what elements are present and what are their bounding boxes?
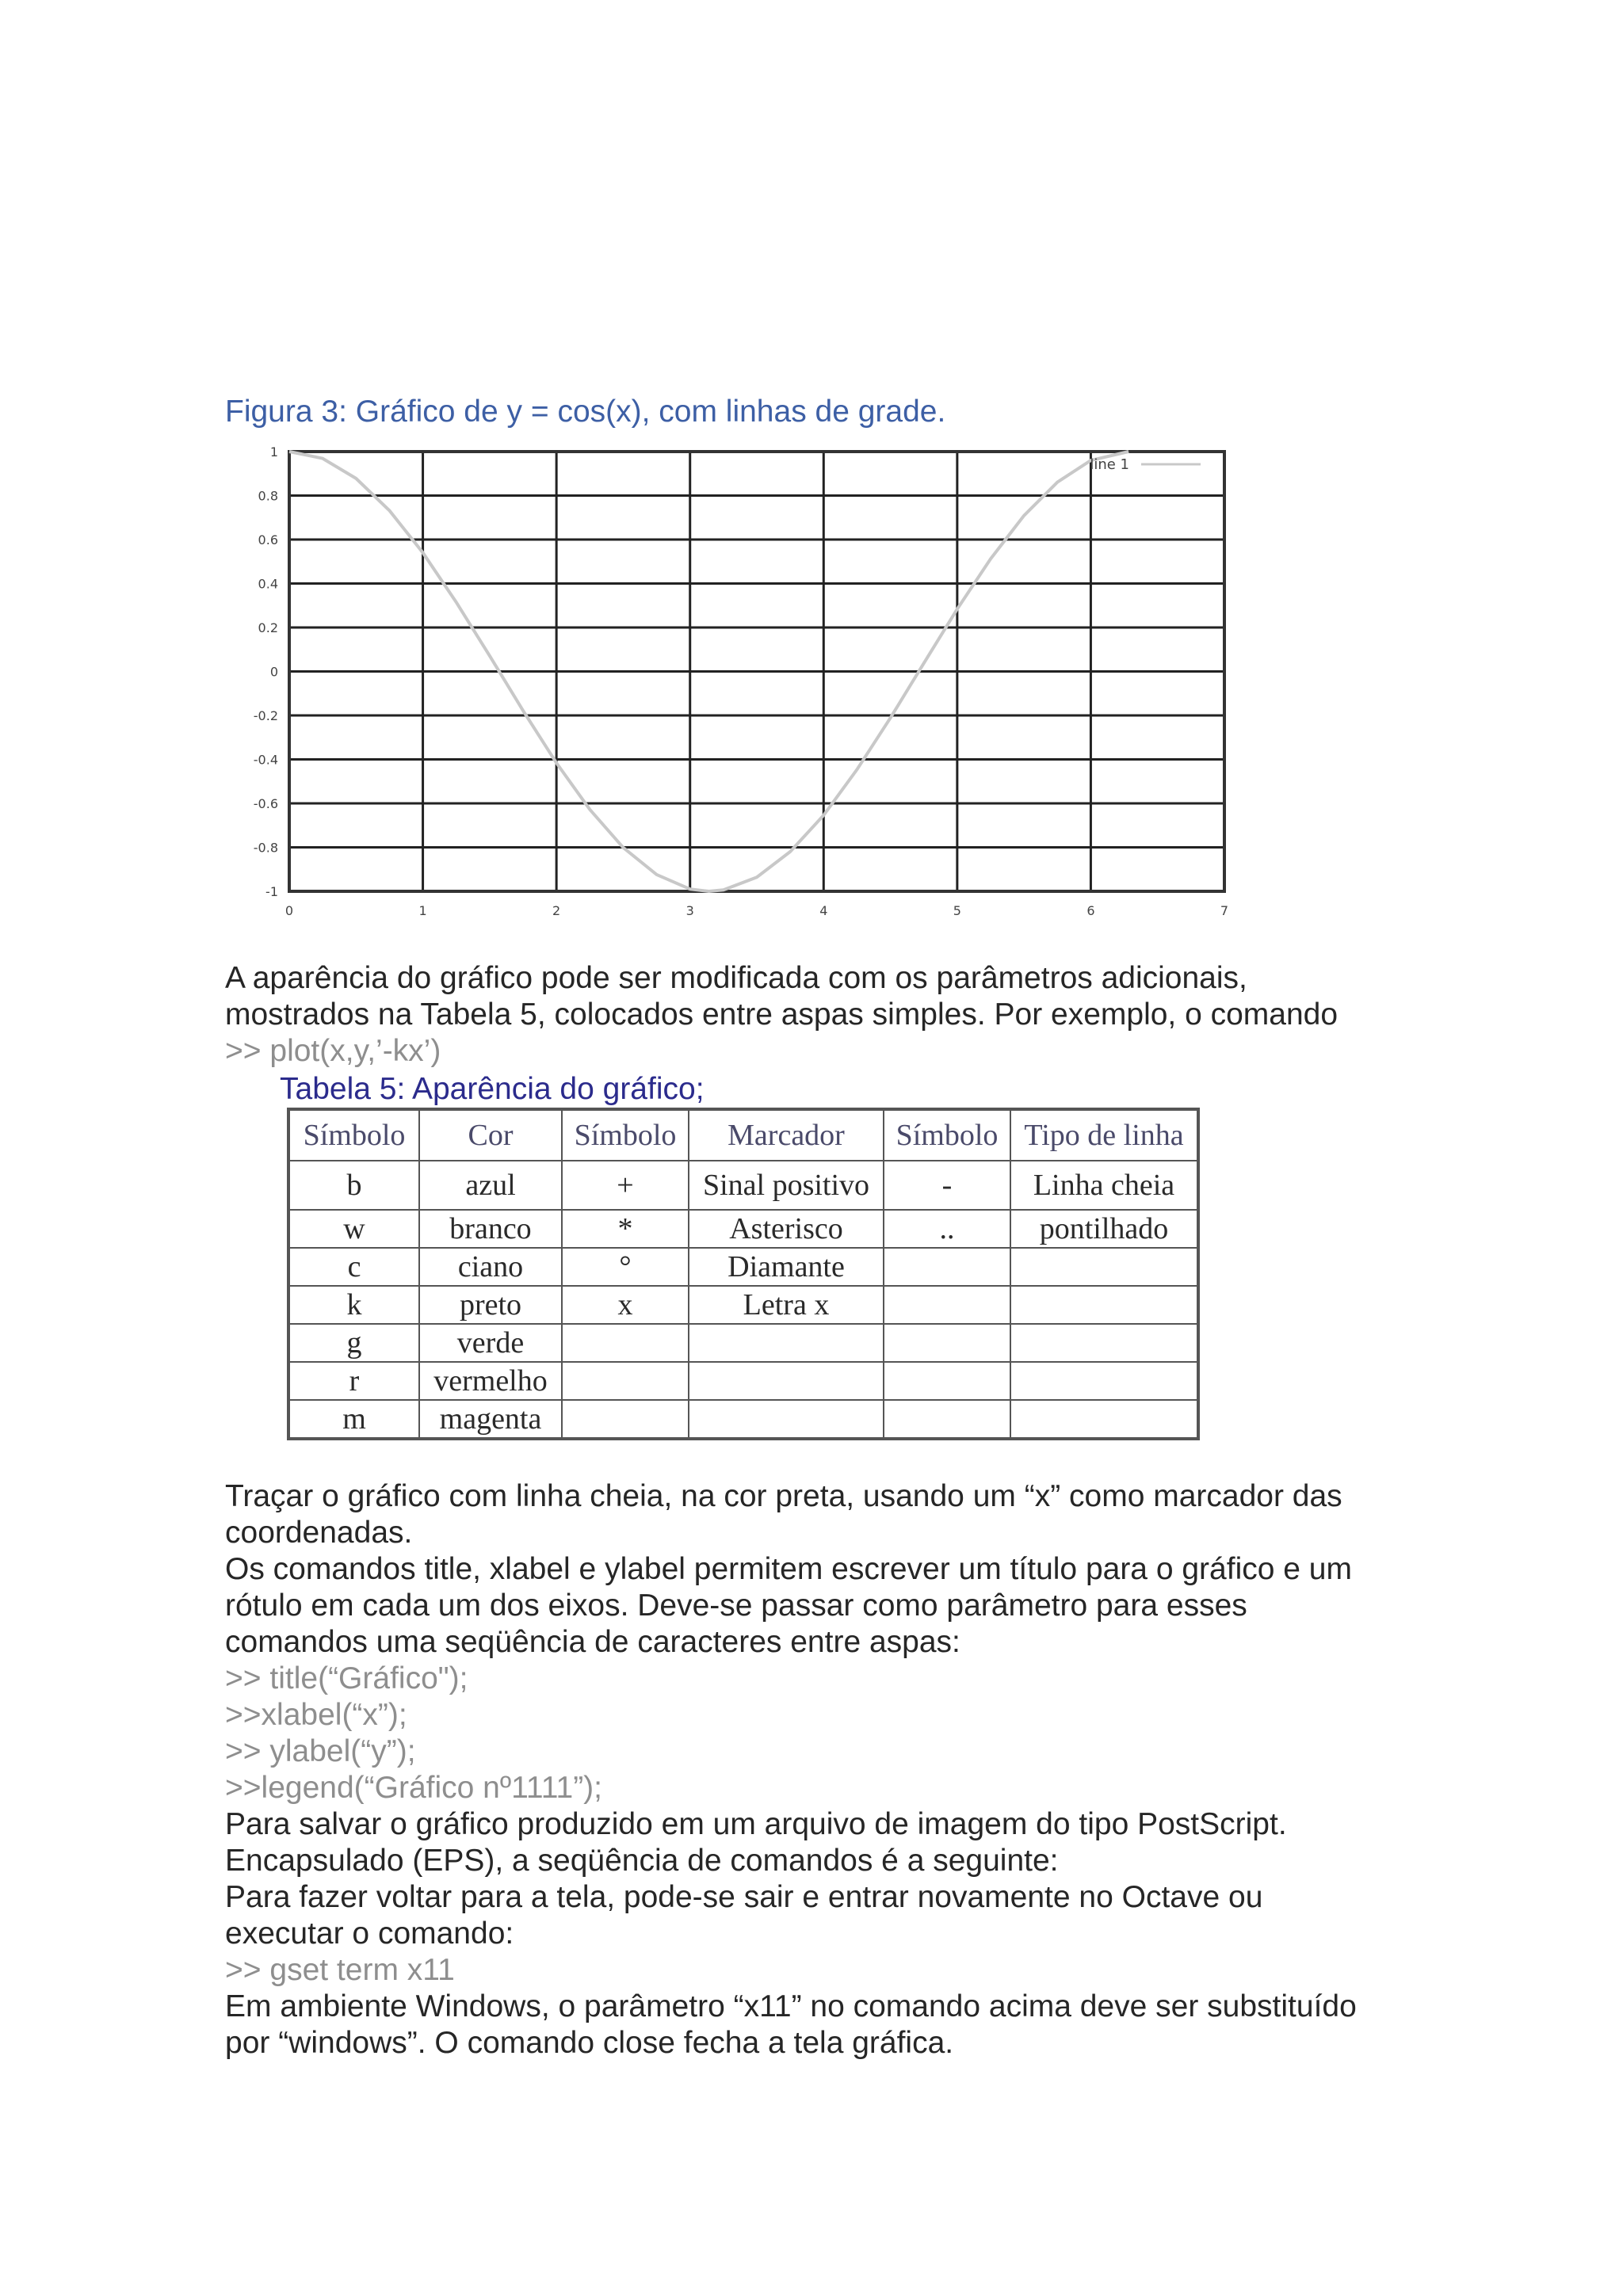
x-tick-label: 0: [285, 903, 294, 915]
table-cell: Letra x: [689, 1286, 884, 1324]
body-line: Em ambiente Windows, o parâmetro “x11” no comando acima deve ser substituído: [225, 1989, 1357, 2023]
header-tipo-linha: Tipo de linha: [1010, 1109, 1198, 1161]
x-tick-label: 7: [1220, 903, 1229, 915]
body-line: comandos uma seqüência de caracteres entre aspas:: [225, 1625, 960, 1659]
table-cell: preto: [419, 1286, 562, 1324]
body-line: por “windows”. O comando close fecha a tela gráfica.: [225, 2026, 954, 2060]
y-tick-label: -1: [265, 884, 278, 899]
table-cell: [689, 1400, 884, 1439]
body-line: Encapsulado (EPS), a seqüência de comandos é a seguinte:: [225, 1844, 1059, 1878]
x-tick-label: 2: [552, 903, 561, 915]
table-cell: *: [562, 1210, 689, 1248]
table-cell: [689, 1324, 884, 1362]
table-cell: g: [288, 1324, 419, 1362]
table-cell: Linha cheia: [1010, 1161, 1198, 1210]
y-tick-label: 0: [269, 664, 278, 680]
table-cell: x: [562, 1286, 689, 1324]
table-cell: -: [884, 1161, 1010, 1210]
table-cell: vermelho: [419, 1362, 562, 1400]
x-tick-label: 3: [685, 903, 694, 915]
table-cell: Sinal positivo: [689, 1161, 884, 1210]
table-cell: pontilhado: [1010, 1210, 1198, 1248]
legend-label: line 1: [1090, 456, 1129, 473]
table-caption: Tabela 5: Aparência do gráfico;: [280, 1072, 705, 1106]
intro-paragraph: [225, 960, 1422, 1070]
table-cell: [562, 1400, 689, 1439]
y-tick-label: 0.2: [258, 620, 278, 635]
table-row: [288, 1400, 1198, 1439]
table-cell: [689, 1362, 884, 1400]
table-cell: k: [288, 1286, 419, 1324]
figure-caption: Figura 3: Gráfico de y = cos(x), com linhas de grade.: [225, 395, 946, 429]
table-cell: +: [562, 1161, 689, 1210]
body-line: coordenadas.: [225, 1516, 413, 1550]
table-cell: w: [288, 1210, 419, 1248]
xlabel-command: >>xlabel(“x”);: [225, 1698, 407, 1732]
intro-line-2: mostrados na Tabela 5, colocados entre aspas simples. Por exemplo, o comando: [225, 997, 1338, 1032]
table-cell: [1010, 1324, 1198, 1362]
header-cor: Cor: [419, 1109, 562, 1161]
y-tick-label: -0.2: [253, 708, 278, 723]
body-line: Para fazer voltar para a tela, pode-se sair e entrar novamente no Octave ou: [225, 1880, 1263, 1914]
gset-command: >> gset term x11: [225, 1953, 455, 1987]
table-cell: °: [562, 1248, 689, 1286]
y-tick-label: 0.8: [258, 488, 278, 504]
table-cell: [562, 1324, 689, 1362]
table-row: [288, 1248, 1198, 1286]
ylabel-command: >> ylabel(“y”);: [225, 1734, 416, 1768]
x-tick-label: 5: [953, 903, 961, 915]
title-command: >> title(“Gráfico");: [225, 1661, 468, 1695]
body-line: rótulo em cada um dos eixos. Deve-se passar como parâmetro para esses: [225, 1589, 1247, 1623]
y-tick-label: -0.4: [253, 752, 278, 768]
table-cell: [884, 1324, 1010, 1362]
table-cell: c: [288, 1248, 419, 1286]
table-cell: [1010, 1362, 1198, 1400]
header-simbolo-linha: Símbolo: [884, 1109, 1010, 1161]
table-cell: [562, 1362, 689, 1400]
intro-line-1: A aparência do gráfico pode ser modificada com os parâmetros adicionais,: [225, 961, 1247, 995]
legend-command: >>legend(“Gráfico nº1111”);: [225, 1771, 602, 1805]
body-line: Traçar o gráfico com linha cheia, na cor preta, usando um “x” como marcador das: [225, 1479, 1342, 1513]
x-tick-label: 6: [1086, 903, 1095, 915]
plot-command: >> plot(x,y,’-kx’): [225, 1034, 441, 1068]
body-line: Os comandos title, xlabel e ylabel permitem escrever um título para o gráfico e um: [225, 1552, 1352, 1586]
y-tick-label: -0.6: [253, 796, 278, 811]
table-row: [288, 1161, 1198, 1210]
table-cell: ciano: [419, 1248, 562, 1286]
y-tick-label: -0.8: [253, 840, 278, 856]
table-cell: [1010, 1400, 1198, 1439]
table-cell: [884, 1400, 1010, 1439]
table-cell: ..: [884, 1210, 1010, 1248]
body-line: Para salvar o gráfico produzido em um arquivo de imagem do tipo PostScript.: [225, 1807, 1287, 1841]
y-tick-label: 1: [269, 444, 278, 460]
x-tick-label: 4: [819, 903, 828, 915]
table-cell: m: [288, 1400, 419, 1439]
body-line: executar o comando:: [225, 1917, 514, 1951]
table-cell: magenta: [419, 1400, 562, 1439]
table-cell: [884, 1362, 1010, 1400]
x-tick-label: 1: [418, 903, 427, 915]
y-tick-label: 0.4: [258, 576, 278, 592]
appearance-table: [287, 1108, 1200, 1440]
table-cell: [884, 1286, 1010, 1324]
body-text: [225, 1478, 1422, 2061]
cos-chart: [230, 440, 1260, 915]
table-cell: r: [288, 1362, 419, 1400]
table-cell: [884, 1248, 1010, 1286]
header-marcador: Marcador: [689, 1109, 884, 1161]
table-cell: Asterisco: [689, 1210, 884, 1248]
table-row: [288, 1210, 1198, 1248]
header-simbolo-cor: Símbolo: [288, 1109, 419, 1161]
table-cell: b: [288, 1161, 419, 1210]
table-row: [288, 1362, 1198, 1400]
table-row: [288, 1286, 1198, 1324]
table-cell: [1010, 1286, 1198, 1324]
table-cell: Diamante: [689, 1248, 884, 1286]
table-row: [288, 1324, 1198, 1362]
table-cell: branco: [419, 1210, 562, 1248]
y-tick-label: 0.6: [258, 532, 278, 547]
table-cell: [1010, 1248, 1198, 1286]
table-cell: azul: [419, 1161, 562, 1210]
header-simbolo-marcador: Símbolo: [562, 1109, 689, 1161]
table-cell: verde: [419, 1324, 562, 1362]
